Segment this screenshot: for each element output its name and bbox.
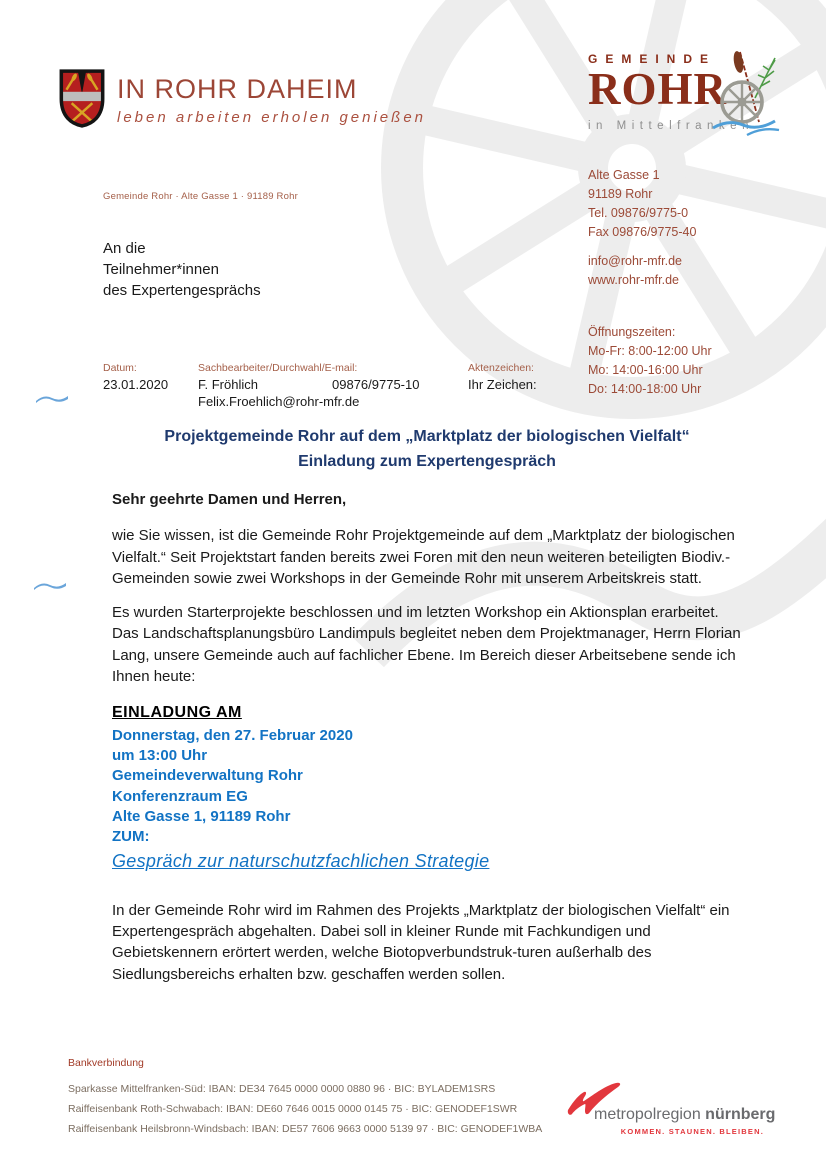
recipient-line: Teilnehmer*innen bbox=[103, 261, 219, 278]
invitation-address-line: Alte Gasse 1, 91189 Rohr bbox=[112, 807, 291, 825]
aktenzeichen-label: Aktenzeichen: bbox=[468, 362, 534, 374]
metropol-swoosh-icon bbox=[566, 1082, 624, 1116]
paragraph: wie Sie wissen, ist die Gemeinde Rohr Projektgemeinde auf dem „Marktplatz der biologischen Vielfalt.“ Seit Projektstart fanden bereits zwei Foren mit den neun weiteren beteiligten Biodiv.-Gemeinden sowie zwei Workshops in der Gemeinde Rohr mit unserem Arbeitskreis statt. bbox=[112, 527, 735, 587]
email-value: Felix.Froehlich@rohr-mfr.de bbox=[198, 394, 360, 409]
datum-label: Datum: bbox=[103, 362, 137, 374]
letter-title-line1: Projektgemeinde Rohr auf dem „Marktplatz der biologischen Vielfalt“ bbox=[164, 428, 690, 445]
right-logo-bottom: in Mittelfranken bbox=[588, 120, 754, 132]
invitation-heading: EINLADUNG AM bbox=[112, 704, 242, 722]
contact-line: Alte Gasse 1 bbox=[588, 168, 660, 182]
invitation-zum-line: ZUM: bbox=[112, 828, 150, 846]
meeting-topic: Gespräch zur naturschutzfachlichen Strategie bbox=[112, 851, 490, 872]
contact-line: Tel. 09876/9775-0 bbox=[588, 206, 689, 220]
contact-line: Fax 09876/9775-40 bbox=[588, 225, 697, 239]
invitation-place-line: Gemeindeverwaltung Rohr bbox=[112, 767, 303, 785]
hours-line: Mo: 14:00-16:00 Uhr bbox=[588, 363, 703, 377]
contact-block bbox=[588, 166, 712, 399]
durchwahl-value: 09876/9775-10 bbox=[332, 377, 420, 392]
right-logo-top: GEMEINDE bbox=[588, 52, 717, 66]
invitation-time-line: um 13:00 Uhr bbox=[112, 746, 208, 764]
metropol-name-regular: metropolregion bbox=[594, 1106, 706, 1123]
in-rohr-daheim-logo bbox=[58, 68, 426, 128]
hours-line: Mo-Fr: 8:00-12:00 Uhr bbox=[588, 344, 712, 358]
contact-email: info@rohr-mfr.de bbox=[588, 254, 682, 268]
datum-value: 23.01.2020 bbox=[103, 377, 169, 392]
recipient-line: des Expertengesprächs bbox=[103, 282, 261, 299]
gemeinde-rohr-logo bbox=[588, 52, 788, 132]
metropol-name-bold: nürnberg bbox=[705, 1106, 776, 1123]
recipient-line: An die bbox=[103, 240, 146, 257]
rohr-coat-of-arms-icon bbox=[58, 68, 106, 128]
salutation: Sehr geehrte Damen und Herren, bbox=[112, 491, 347, 508]
letter-title bbox=[95, 424, 759, 474]
fold-mark-wave-icon bbox=[36, 392, 68, 406]
ihr-zeichen-value: Ihr Zeichen: bbox=[468, 377, 537, 392]
right-logo-name: ROHR bbox=[588, 64, 727, 114]
paragraph: In der Gemeinde Rohr wird im Rahmen des Projekts „Marktplatz der biologischen Vielfalt“ ein Expertengespräch abgehalten. Dabei soll in kleiner Runde mit Fachkundigen und Gebietskennern erörtert werden, welche Biotopverbundstruk-turen außerhalb des Siedlungsbereichs erhalten bzw. geschaffen werden sollen. bbox=[112, 901, 730, 983]
sachbearbeiter-label: Sachbearbeiter/Durchwahl/E-mail: bbox=[198, 362, 358, 374]
left-logo-title: IN ROHR DAHEIM bbox=[117, 74, 358, 104]
left-logo-subtitle: leben arbeiten erholen genießen bbox=[117, 109, 426, 126]
metropol-tagline: KOMMEN. STAUNEN. BLEIBEN. bbox=[620, 1127, 764, 1136]
contact-line: 91189 Rohr bbox=[588, 187, 653, 201]
paragraph: Es wurden Starterprojekte beschlossen und im letzten Workshop ein Aktionsplan erarbeitet. Das Landschaftsplanungsbüro Landimpuls begleitet neben dem Projektmanager, Herrn Florian Lang, unsere Gemeinde auch auf fachlicher Ebene. Im Bereich dieser Arbeitsebene sende ich Ihnen heute: bbox=[112, 604, 741, 686]
metropolregion-logo bbox=[566, 1080, 776, 1136]
rohr-wheel-emblem-icon bbox=[695, 40, 795, 140]
letter-body bbox=[112, 489, 744, 985]
footer-bank-info bbox=[68, 1057, 542, 1139]
invitation-room-line: Konferenzraum EG bbox=[112, 787, 248, 805]
recipient-address bbox=[103, 238, 261, 301]
bank-line: Raiffeisenbank Heilsbronn-Windsbach: IBAN: DE57 7606 9663 0000 5139 97 · BIC: GENODEF1WBA bbox=[68, 1123, 543, 1135]
bank-title: Bankverbindung bbox=[68, 1057, 144, 1069]
bank-line: Sparkasse Mittelfranken-Süd: IBAN: DE34 7645 0000 0000 0880 96 · BIC: BYLADEM1SRS bbox=[68, 1083, 496, 1095]
hours-line: Do: 14:00-18:00 Uhr bbox=[588, 382, 702, 396]
contact-website: www.rohr-mfr.de bbox=[588, 273, 679, 287]
letter-title-line2: Einladung zum Expertengespräch bbox=[298, 453, 556, 470]
invitation-date-line: Donnerstag, den 27. Februar 2020 bbox=[112, 726, 353, 744]
fold-mark-wave-icon bbox=[34, 579, 66, 593]
bank-line: Raiffeisenbank Roth-Schwabach: IBAN: DE60 7646 0015 0000 0145 75 · BIC: GENODEF1SWR bbox=[68, 1103, 518, 1115]
hours-title: Öffnungszeiten: bbox=[588, 325, 676, 339]
sender-return-line: Gemeinde Rohr · Alte Gasse 1 · 91189 Rohr bbox=[103, 191, 298, 202]
sachbearbeiter-value: F. Fröhlich bbox=[198, 377, 258, 392]
